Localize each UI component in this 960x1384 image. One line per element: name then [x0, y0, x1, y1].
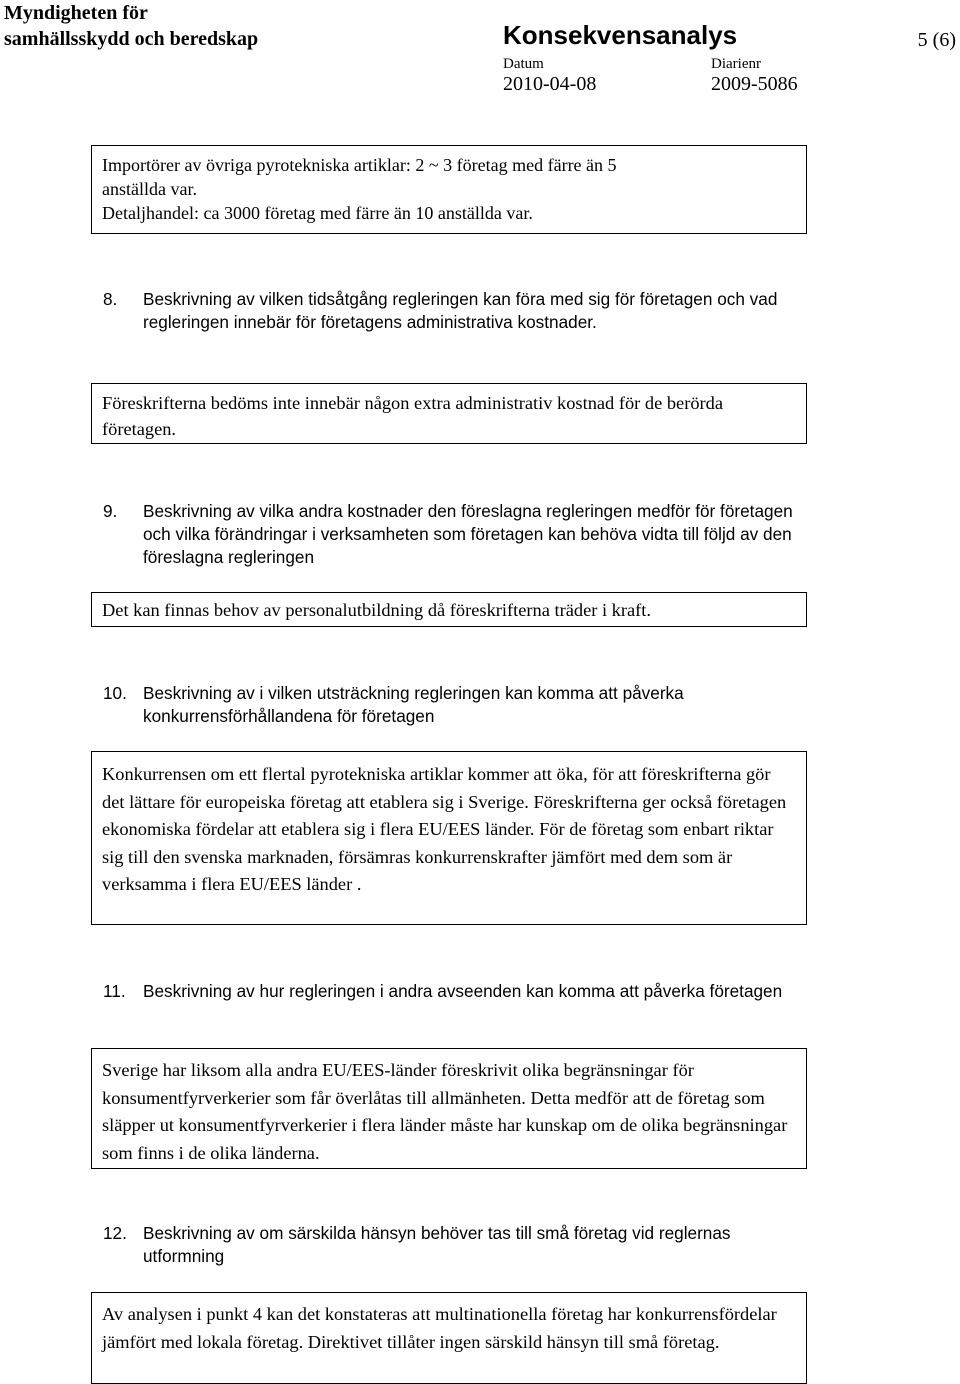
question-number: 10. — [103, 683, 127, 703]
answer-text: Sverige har liksom alla andra EU/EES-länder föreskrivit olika begränsningar för konsumentfyrverkerier som får överlåtas till allmänheten. Detta medför att de företag som släpper ut konsumentfyrverkerier i flera länder måste har kunskap om de olika begränsningar som finns i de olika länderna. — [102, 1060, 788, 1163]
answer-box-7 — [91, 145, 807, 234]
answer-text: Föreskrifterna bedöms inte innebär någon extra administrativ kostnad för de berörda företagen. — [102, 393, 723, 439]
question-number: 9. — [103, 501, 118, 521]
question-number: 8. — [103, 289, 118, 309]
question-10 — [103, 682, 803, 728]
answer-box-11 — [91, 1048, 807, 1169]
answer-line: Detaljhandel: ca 3000 företag med färre än 10 anställda var. — [102, 203, 533, 223]
organization-name — [4, 0, 258, 52]
question-8 — [103, 288, 803, 334]
answer-box-8 — [91, 383, 807, 444]
question-12 — [103, 1222, 803, 1268]
answer-box-9 — [91, 592, 807, 627]
document-title: Konsekvensanalys — [503, 20, 738, 50]
question-number: 12. — [103, 1223, 127, 1243]
organization-line-2: samhällsskydd och beredskap — [4, 28, 259, 50]
answer-text: Det kan finnas behov av personalutbildning då föreskrifterna träder i kraft. — [102, 600, 651, 620]
question-text: Beskrivning av i vilken utsträckning regleringen kan komma att påverka konkurrensförhållandena för företagen — [143, 683, 684, 726]
answer-box-12 — [91, 1292, 807, 1384]
question-9 — [103, 500, 803, 569]
answer-text: Konkurrensen om ett flertal pyrotekniska artiklar kommer att öka, för att föreskrifterna gör det lättare för europeiska företag att etablera sig i Sverige. Föreskrifterna ger också företagen ekonomiska fördelar att etablera sig i flera EU/EES länder. För de företag som enbart riktar sig till den svenska marknaden, försämras konkurrenskrafter jämfört med dem som är verksamma i flera EU/EES länder . — [102, 764, 787, 894]
question-text: Beskrivning av hur regleringen i andra avseenden kan komma att påverka företagen — [143, 981, 783, 1001]
question-text: Beskrivning av vilka andra kostnader den föreslagna regleringen medför för företagen och vilka förändringar i verksamheten som företagen kan behöva vidta till följd av den föreslagna regleringen — [143, 501, 793, 567]
question-text: Beskrivning av vilken tidsåtgång regleringen kan föra med sig för företagen och vad regleringen innebär för företagens administrativa kostnader. — [143, 289, 778, 332]
question-11 — [103, 980, 803, 1003]
question-number: 11. — [103, 981, 126, 1001]
organization-line-1: Myndigheten för — [4, 2, 148, 24]
answer-line: anställda var. — [102, 179, 197, 199]
reg-number-label: Diarienr — [711, 56, 761, 72]
page-number: 5 (6) — [917, 29, 956, 51]
reg-number-value: 2009-5086 — [711, 73, 798, 95]
question-text: Beskrivning av om särskilda hänsyn behöver tas till små företag vid reglernas utformning — [143, 1223, 731, 1266]
answer-line: Importörer av övriga pyrotekniska artiklar: 2 ~ 3 företag med färre än 5 — [102, 155, 617, 175]
answer-box-10 — [91, 751, 807, 925]
date-label: Datum — [503, 56, 544, 72]
date-value: 2010-04-08 — [503, 73, 597, 95]
answer-text: Av analysen i punkt 4 kan det konstateras att multinationella företag har konkurrensfördelar jämfört med lokala företag. Direktivet tillåter ingen särskild hänsyn till små företag. — [102, 1304, 777, 1352]
